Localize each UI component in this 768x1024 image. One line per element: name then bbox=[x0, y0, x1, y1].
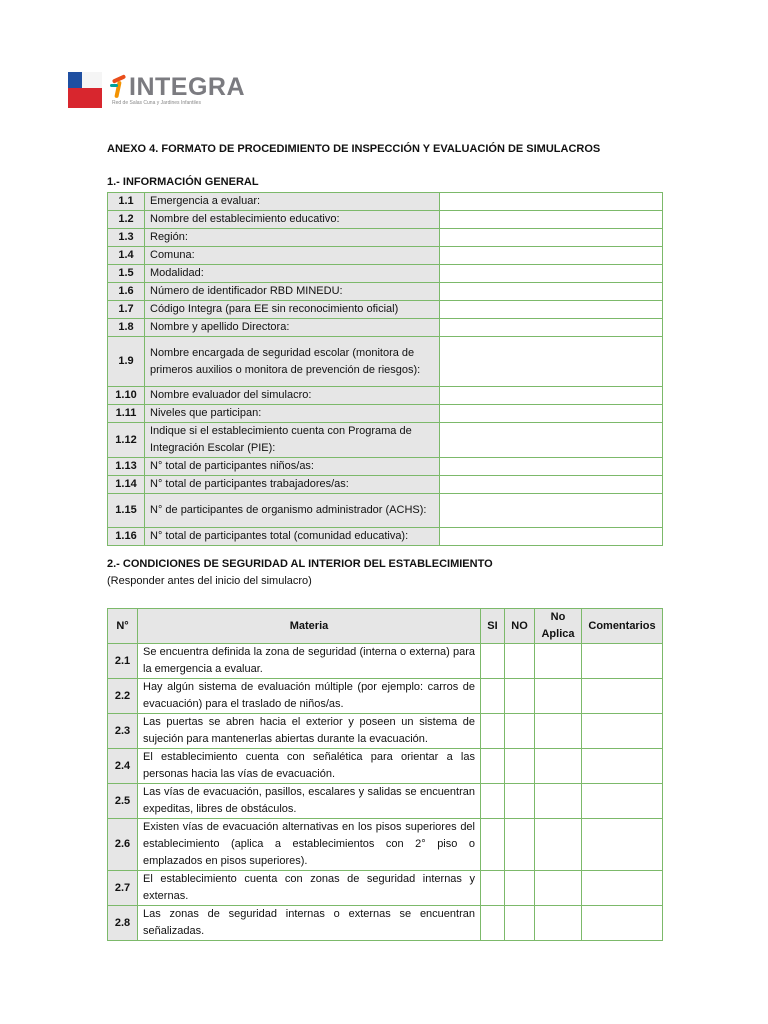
row-label: Nombre y apellido Directora: bbox=[145, 319, 440, 337]
row-number: 1.12 bbox=[108, 423, 145, 458]
answer-field[interactable] bbox=[440, 229, 663, 247]
row-number: 2.2 bbox=[108, 679, 138, 714]
row-number: 1.15 bbox=[108, 494, 145, 528]
row-number: 1.6 bbox=[108, 283, 145, 301]
answer-field[interactable] bbox=[440, 528, 663, 546]
table-row bbox=[108, 301, 663, 319]
no-aplica-cell[interactable] bbox=[535, 749, 582, 784]
row-label: Modalidad: bbox=[145, 265, 440, 283]
si-cell[interactable] bbox=[481, 644, 505, 679]
no-cell[interactable] bbox=[505, 644, 535, 679]
answer-field[interactable] bbox=[440, 458, 663, 476]
table-row bbox=[108, 819, 663, 871]
row-label: Región: bbox=[145, 229, 440, 247]
no-cell[interactable] bbox=[505, 871, 535, 906]
row-label: N° total de participantes niños/as: bbox=[145, 458, 440, 476]
row-number: 1.11 bbox=[108, 405, 145, 423]
no-cell[interactable] bbox=[505, 819, 535, 871]
si-cell[interactable] bbox=[481, 871, 505, 906]
row-number: 2.8 bbox=[108, 906, 138, 941]
section-2-title: 2.- CONDICIONES DE SEGURIDAD AL INTERIOR DEL ESTABLECIMIENTO bbox=[107, 558, 493, 570]
integra-logo bbox=[110, 72, 245, 106]
row-number: 1.8 bbox=[108, 319, 145, 337]
row-label: Nombre evaluador del simulacro: bbox=[145, 387, 440, 405]
si-cell[interactable] bbox=[481, 714, 505, 749]
table-row bbox=[108, 211, 663, 229]
table-row bbox=[108, 229, 663, 247]
no-aplica-cell[interactable] bbox=[535, 714, 582, 749]
brand-name: INTEGRA bbox=[129, 72, 245, 101]
table-row bbox=[108, 405, 663, 423]
answer-field[interactable] bbox=[440, 283, 663, 301]
no-aplica-cell[interactable] bbox=[535, 906, 582, 941]
table-header-row bbox=[108, 609, 663, 644]
row-label: N° total de participantes total (comunidad educativa): bbox=[145, 528, 440, 546]
row-label: Nombre encargada de seguridad escolar (monitora de primeros auxilios o monitora de prevención de riesgos): bbox=[145, 337, 440, 387]
header-no-aplica: No Aplica bbox=[535, 609, 582, 644]
answer-field[interactable] bbox=[440, 301, 663, 319]
row-number: 1.16 bbox=[108, 528, 145, 546]
table-row bbox=[108, 337, 663, 387]
answer-field[interactable] bbox=[440, 387, 663, 405]
no-aplica-cell[interactable] bbox=[535, 871, 582, 906]
row-label: Código Integra (para EE sin reconocimiento oficial) bbox=[145, 301, 440, 319]
general-info-table bbox=[107, 192, 663, 546]
page-header bbox=[68, 72, 245, 108]
table-row bbox=[108, 871, 663, 906]
table-row bbox=[108, 265, 663, 283]
row-number: 2.5 bbox=[108, 784, 138, 819]
materia-cell: El establecimiento cuenta con zonas de seguridad internas y externas. bbox=[138, 871, 481, 906]
si-cell[interactable] bbox=[481, 906, 505, 941]
row-label: Emergencia a evaluar: bbox=[145, 193, 440, 211]
header-comentarios: Comentarios bbox=[582, 609, 663, 644]
section-1-title: 1.- INFORMACIÓN GENERAL bbox=[107, 176, 259, 188]
comentarios-cell[interactable] bbox=[582, 679, 663, 714]
comentarios-cell[interactable] bbox=[582, 819, 663, 871]
row-number: 1.5 bbox=[108, 265, 145, 283]
header-materia: Materia bbox=[138, 609, 481, 644]
no-aplica-cell[interactable] bbox=[535, 644, 582, 679]
table-row bbox=[108, 494, 663, 528]
materia-cell: Las vías de evacuación, pasillos, escalares y salidas se encuentran expeditas, libres de obstáculos. bbox=[138, 784, 481, 819]
table-row bbox=[108, 528, 663, 546]
row-number: 2.3 bbox=[108, 714, 138, 749]
row-label: Nombre del establecimiento educativo: bbox=[145, 211, 440, 229]
si-cell[interactable] bbox=[481, 819, 505, 871]
answer-field[interactable] bbox=[440, 211, 663, 229]
si-cell[interactable] bbox=[481, 679, 505, 714]
row-label: Indique si el establecimiento cuenta con Programa de Integración Escolar (PIE): bbox=[145, 423, 440, 458]
table-row bbox=[108, 247, 663, 265]
table-row bbox=[108, 679, 663, 714]
answer-field[interactable] bbox=[440, 423, 663, 458]
si-cell[interactable] bbox=[481, 784, 505, 819]
document-title: ANEXO 4. FORMATO DE PROCEDIMIENTO DE INSPECCIÓN Y EVALUACIÓN DE SIMULACROS bbox=[107, 143, 601, 155]
row-label: Número de identificador RBD MINEDU: bbox=[145, 283, 440, 301]
row-number: 1.3 bbox=[108, 229, 145, 247]
table-row bbox=[108, 644, 663, 679]
table-row bbox=[108, 458, 663, 476]
row-label: Niveles que participan: bbox=[145, 405, 440, 423]
row-number: 1.1 bbox=[108, 193, 145, 211]
table-row bbox=[108, 784, 663, 819]
answer-field[interactable] bbox=[440, 319, 663, 337]
safety-conditions-table bbox=[107, 608, 663, 941]
comentarios-cell[interactable] bbox=[582, 714, 663, 749]
integra-mark-icon bbox=[110, 75, 128, 99]
no-aplica-cell[interactable] bbox=[535, 679, 582, 714]
row-label: N° de participantes de organismo administrador (ACHS): bbox=[145, 494, 440, 528]
row-number: 1.13 bbox=[108, 458, 145, 476]
row-number: 1.7 bbox=[108, 301, 145, 319]
row-label: Comuna: bbox=[145, 247, 440, 265]
row-number: 1.2 bbox=[108, 211, 145, 229]
row-number: 2.4 bbox=[108, 749, 138, 784]
answer-field[interactable] bbox=[440, 337, 663, 387]
comentarios-cell[interactable] bbox=[582, 871, 663, 906]
si-cell[interactable] bbox=[481, 749, 505, 784]
no-aplica-cell[interactable] bbox=[535, 784, 582, 819]
brand-tagline: Red de Salas Cuna y Jardines Infantiles bbox=[112, 99, 201, 106]
comentarios-cell[interactable] bbox=[582, 906, 663, 941]
table-row bbox=[108, 387, 663, 405]
row-number: 1.10 bbox=[108, 387, 145, 405]
materia-cell: Las zonas de seguridad internas o externas se encuentran señalizadas. bbox=[138, 906, 481, 941]
table-row bbox=[108, 749, 663, 784]
answer-field[interactable] bbox=[440, 247, 663, 265]
answer-field[interactable] bbox=[440, 405, 663, 423]
comentarios-cell[interactable] bbox=[582, 749, 663, 784]
no-aplica-cell[interactable] bbox=[535, 819, 582, 871]
table-row bbox=[108, 423, 663, 458]
government-logo bbox=[68, 72, 102, 108]
comentarios-cell[interactable] bbox=[582, 644, 663, 679]
answer-field[interactable] bbox=[440, 476, 663, 494]
table-row bbox=[108, 714, 663, 749]
no-cell[interactable] bbox=[505, 714, 535, 749]
row-number: 1.14 bbox=[108, 476, 145, 494]
row-number: 2.7 bbox=[108, 871, 138, 906]
answer-field[interactable] bbox=[440, 265, 663, 283]
row-number: 2.6 bbox=[108, 819, 138, 871]
header-si: SI bbox=[481, 609, 505, 644]
answer-field[interactable] bbox=[440, 193, 663, 211]
row-number: 1.9 bbox=[108, 337, 145, 387]
table-row bbox=[108, 319, 663, 337]
table-row bbox=[108, 283, 663, 301]
materia-cell: Las puertas se abren hacia el exterior y poseen un sistema de sujeción para mantenerlas abiertas durante la evacuación. bbox=[138, 714, 481, 749]
table-row bbox=[108, 193, 663, 211]
materia-cell: Se encuentra definida la zona de seguridad (interna o externa) para la emergencia a evaluar. bbox=[138, 644, 481, 679]
header-num: N° bbox=[108, 609, 138, 644]
no-cell[interactable] bbox=[505, 749, 535, 784]
materia-cell: Hay algún sistema de evaluación múltiple (por ejemplo: carros de evacuación) para el traslado de niños/as. bbox=[138, 679, 481, 714]
header-no: NO bbox=[505, 609, 535, 644]
row-number: 1.4 bbox=[108, 247, 145, 265]
table-row bbox=[108, 906, 663, 941]
row-number: 2.1 bbox=[108, 644, 138, 679]
table-row bbox=[108, 476, 663, 494]
section-2-subtitle: (Responder antes del inicio del simulacro) bbox=[107, 575, 312, 587]
no-cell[interactable] bbox=[505, 784, 535, 819]
no-cell[interactable] bbox=[505, 679, 535, 714]
comentarios-cell[interactable] bbox=[582, 784, 663, 819]
materia-cell: El establecimiento cuenta con señalética para orientar a las personas hacia las vías de evacuación. bbox=[138, 749, 481, 784]
materia-cell: Existen vías de evacuación alternativas en los pisos superiores del establecimiento (aplica a establecimientos con 2° piso o emplazados en pisos superiores). bbox=[138, 819, 481, 871]
row-label: N° total de participantes trabajadores/as: bbox=[145, 476, 440, 494]
answer-field[interactable] bbox=[440, 494, 663, 528]
no-cell[interactable] bbox=[505, 906, 535, 941]
